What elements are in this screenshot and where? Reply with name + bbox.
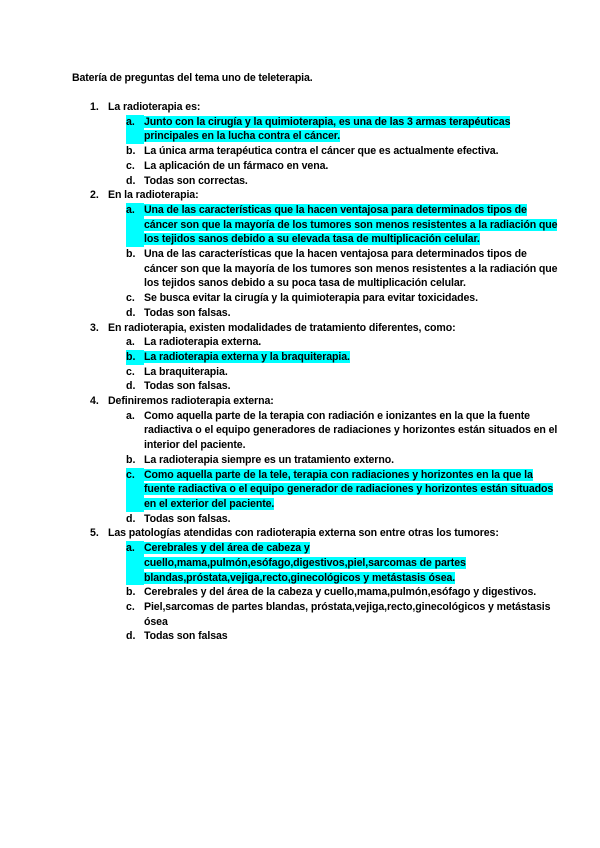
option-a	[126, 115, 560, 144]
option-d	[126, 306, 560, 321]
option-letter: c.	[126, 365, 135, 378]
option-text: Todas son falsas.	[144, 512, 231, 525]
option-text: Una de las características que la hacen ventajosa para determinados tipos de cáncer son que la mayoría de los tumores son menos resistentes a la radiación que los tejidos sanos debido a su poca tasa de multiplicación celular.	[144, 248, 558, 290]
option-letter: c.	[126, 292, 135, 305]
option-letter: b.	[126, 586, 136, 599]
option-text: La única arma terapéutica contra el cáncer que es actualmente efectiva.	[144, 145, 499, 158]
option-c	[126, 291, 560, 306]
option-text: Todas son falsas.	[144, 306, 231, 319]
option-letter: d.	[126, 380, 136, 393]
question-number: 4.	[90, 395, 99, 408]
question-number: 3.	[90, 321, 99, 334]
option-a	[126, 203, 560, 247]
option-text: Se busca evitar la cirugía y la quimioterapia para evitar toxicidades.	[144, 292, 478, 305]
option-text: Piel,sarcomas de partes blandas, próstata,vejiga,recto,ginecológicos y metástasis ósea	[144, 600, 551, 628]
option-letter: b.	[126, 350, 144, 365]
option-letter: d.	[126, 512, 136, 525]
option-text: La braquiterapia.	[144, 365, 228, 378]
option-letter: a.	[126, 115, 144, 144]
option-text-highlighted: Junto con la cirugía y la quimioterapia, es una de las 3 armas terapéuticas principales en la lucha contra el cáncer.	[144, 115, 511, 143]
option-d	[126, 629, 560, 644]
option-b	[126, 585, 560, 600]
question-number: 5.	[90, 527, 99, 540]
question-list	[90, 100, 560, 644]
option-d	[126, 379, 560, 394]
option-text: La aplicación de un fármaco en vena.	[144, 159, 329, 172]
option-text-highlighted: Una de las características que la hacen ventajosa para determinados tipos de cáncer son que la mayoría de los tumores son menos resistentes a la radiación que los tejidos sanos debido a su elevada tasa de multiplicación celular.	[144, 203, 558, 246]
question-text: La radioterapia es:	[108, 101, 201, 113]
option-b	[126, 144, 560, 159]
document-title: Batería de preguntas del tema uno de teleterapia.	[72, 72, 313, 84]
option-letter: a.	[126, 336, 135, 349]
question-1	[90, 100, 560, 188]
option-letter: c.	[126, 159, 135, 172]
question-5	[90, 526, 560, 644]
option-c	[126, 468, 560, 512]
question-3	[90, 321, 560, 395]
option-b	[126, 247, 560, 291]
option-letter: d.	[126, 630, 136, 643]
option-text: La radioterapia siempre es un tratamiento externo.	[144, 453, 394, 466]
option-a	[126, 409, 560, 453]
question-4	[90, 394, 560, 526]
question-number: 2.	[90, 189, 99, 202]
option-text: Cerebrales y del área de la cabeza y cuello,mama,pulmón,esófago y digestivos.	[144, 586, 537, 599]
option-d	[126, 174, 560, 189]
question-text: En radioterapia, existen modalidades de tratamiento diferentes, como:	[108, 321, 456, 334]
option-letter: c.	[126, 600, 135, 613]
question-text: Definiremos radioterapia externa:	[108, 395, 274, 408]
option-letter: b.	[126, 453, 136, 466]
option-a	[126, 541, 560, 585]
option-b	[126, 453, 560, 468]
option-b	[126, 350, 560, 365]
option-text: Todas son correctas.	[144, 174, 248, 187]
option-letter: c.	[126, 468, 144, 512]
option-letter: a.	[126, 541, 144, 585]
option-c	[126, 365, 560, 380]
option-a	[126, 335, 560, 350]
option-d	[126, 512, 560, 527]
option-letter: b.	[126, 145, 136, 158]
option-text: La radioterapia externa.	[144, 336, 262, 349]
option-letter: a.	[126, 203, 144, 247]
option-letter: d.	[126, 174, 136, 187]
option-letter: d.	[126, 306, 136, 319]
question-text: Las patologías atendidas con radioterapia externa son entre otras los tumores:	[108, 527, 499, 540]
option-letter: a.	[126, 409, 135, 422]
option-letter: b.	[126, 248, 136, 261]
option-text-highlighted: Cerebrales y del área de cabeza y cuello,mama,pulmón,esófago,digestivos,piel,sarcomas de partes blandas,próstata,vejiga,recto,ginecológicos y metástasis ósea.	[144, 542, 466, 584]
option-text-highlighted: La radioterapia externa y la braquiterapia.	[144, 350, 350, 363]
question-number: 1.	[90, 101, 99, 113]
option-text: Todas son falsas	[144, 630, 228, 643]
option-text-highlighted: Como aquella parte de la tele, terapia con radiaciones y horizontes en la que la fuente radiactiva o el equipo generador de radiaciones y horizontes están situados en el exterior del paciente.	[144, 468, 554, 510]
option-c	[126, 600, 560, 629]
option-c	[126, 159, 560, 174]
option-text: Todas son falsas.	[144, 380, 231, 393]
option-text: Como aquella parte de la terapia con radiación e ionizantes en la que la fuente radiactiva o el equipo generadores de radiaciones y horizontes están situados en el interior del paciente.	[144, 409, 558, 452]
question-2	[90, 188, 560, 320]
question-text: En la radioterapia:	[108, 189, 199, 202]
